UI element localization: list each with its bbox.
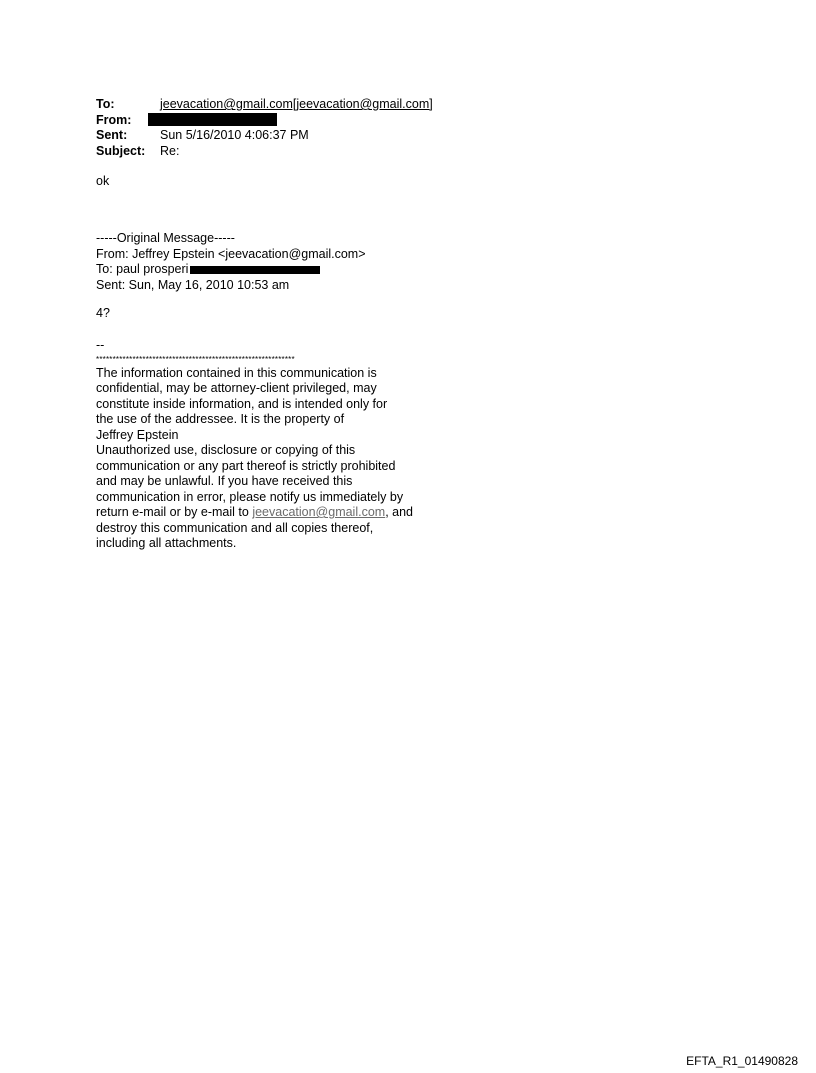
disclaimer-line: Unauthorized use, disclosure or copying of this [96,443,356,457]
signature-dash: -- [96,338,105,352]
redaction-block [190,266,320,274]
original-to-text: To: paul prosperi [96,262,189,276]
from-row [96,113,433,129]
disclaimer-line: communication in error, please notify us immediately by [96,489,404,504]
subject-value: Re: [160,143,180,158]
from-label: From: [96,112,132,127]
disclaimer-line: constitute inside information, and is intended only for [96,396,388,411]
disclaimer-line: confidential, may be attorney-client privileged, may [96,381,377,395]
to-label: To: [96,97,115,111]
email-header [96,97,433,159]
disclaimer-line: the use of the addressee. It is the property of [96,412,345,426]
return-prefix: return e-mail or by e-mail to [96,505,253,519]
to-value: jeevacation@gmail.com[jeevacation@gmail.com] [160,97,433,111]
sent-row [96,128,433,144]
to-row [96,97,433,113]
document-id: EFTA_R1_01490828 [686,1054,798,1068]
disclaimer-line: Jeffrey Epstein [96,427,179,442]
original-sent: Sent: Sun, May 16, 2010 10:53 am [96,277,290,292]
redaction-block [148,113,277,126]
sent-label: Sent: [96,128,128,142]
original-separator: -----Original Message----- [96,231,235,245]
original-to [96,262,366,278]
original-from: From: Jeffrey Epstein <jeevacation@gmail.com> [96,246,366,261]
disclaimer-line: including all attachments. [96,536,237,550]
disclaimer-line: The information contained in this communication is [96,365,377,380]
signature-stars: ************************************************************ [96,354,295,364]
email-link[interactable]: jeevacation@gmail.com [252,505,386,519]
disclaimer-line: and may be unlawful. If you have received this [96,474,353,488]
sent-value: Sun 5/16/2010 4:06:37 PM [160,128,309,142]
disclaimer-line: destroy this communication and all copies thereof, [96,520,374,535]
disclaimer-line: communication or any part thereof is strictly prohibited [96,458,396,473]
original-body: 4? [96,306,110,320]
disclaimer-line [96,505,413,521]
signature-block [96,338,413,552]
subject-row [96,144,433,160]
original-message [96,231,366,293]
reply-text: ok [96,174,110,188]
return-suffix: , and [385,505,414,519]
subject-label: Subject: [96,143,146,158]
